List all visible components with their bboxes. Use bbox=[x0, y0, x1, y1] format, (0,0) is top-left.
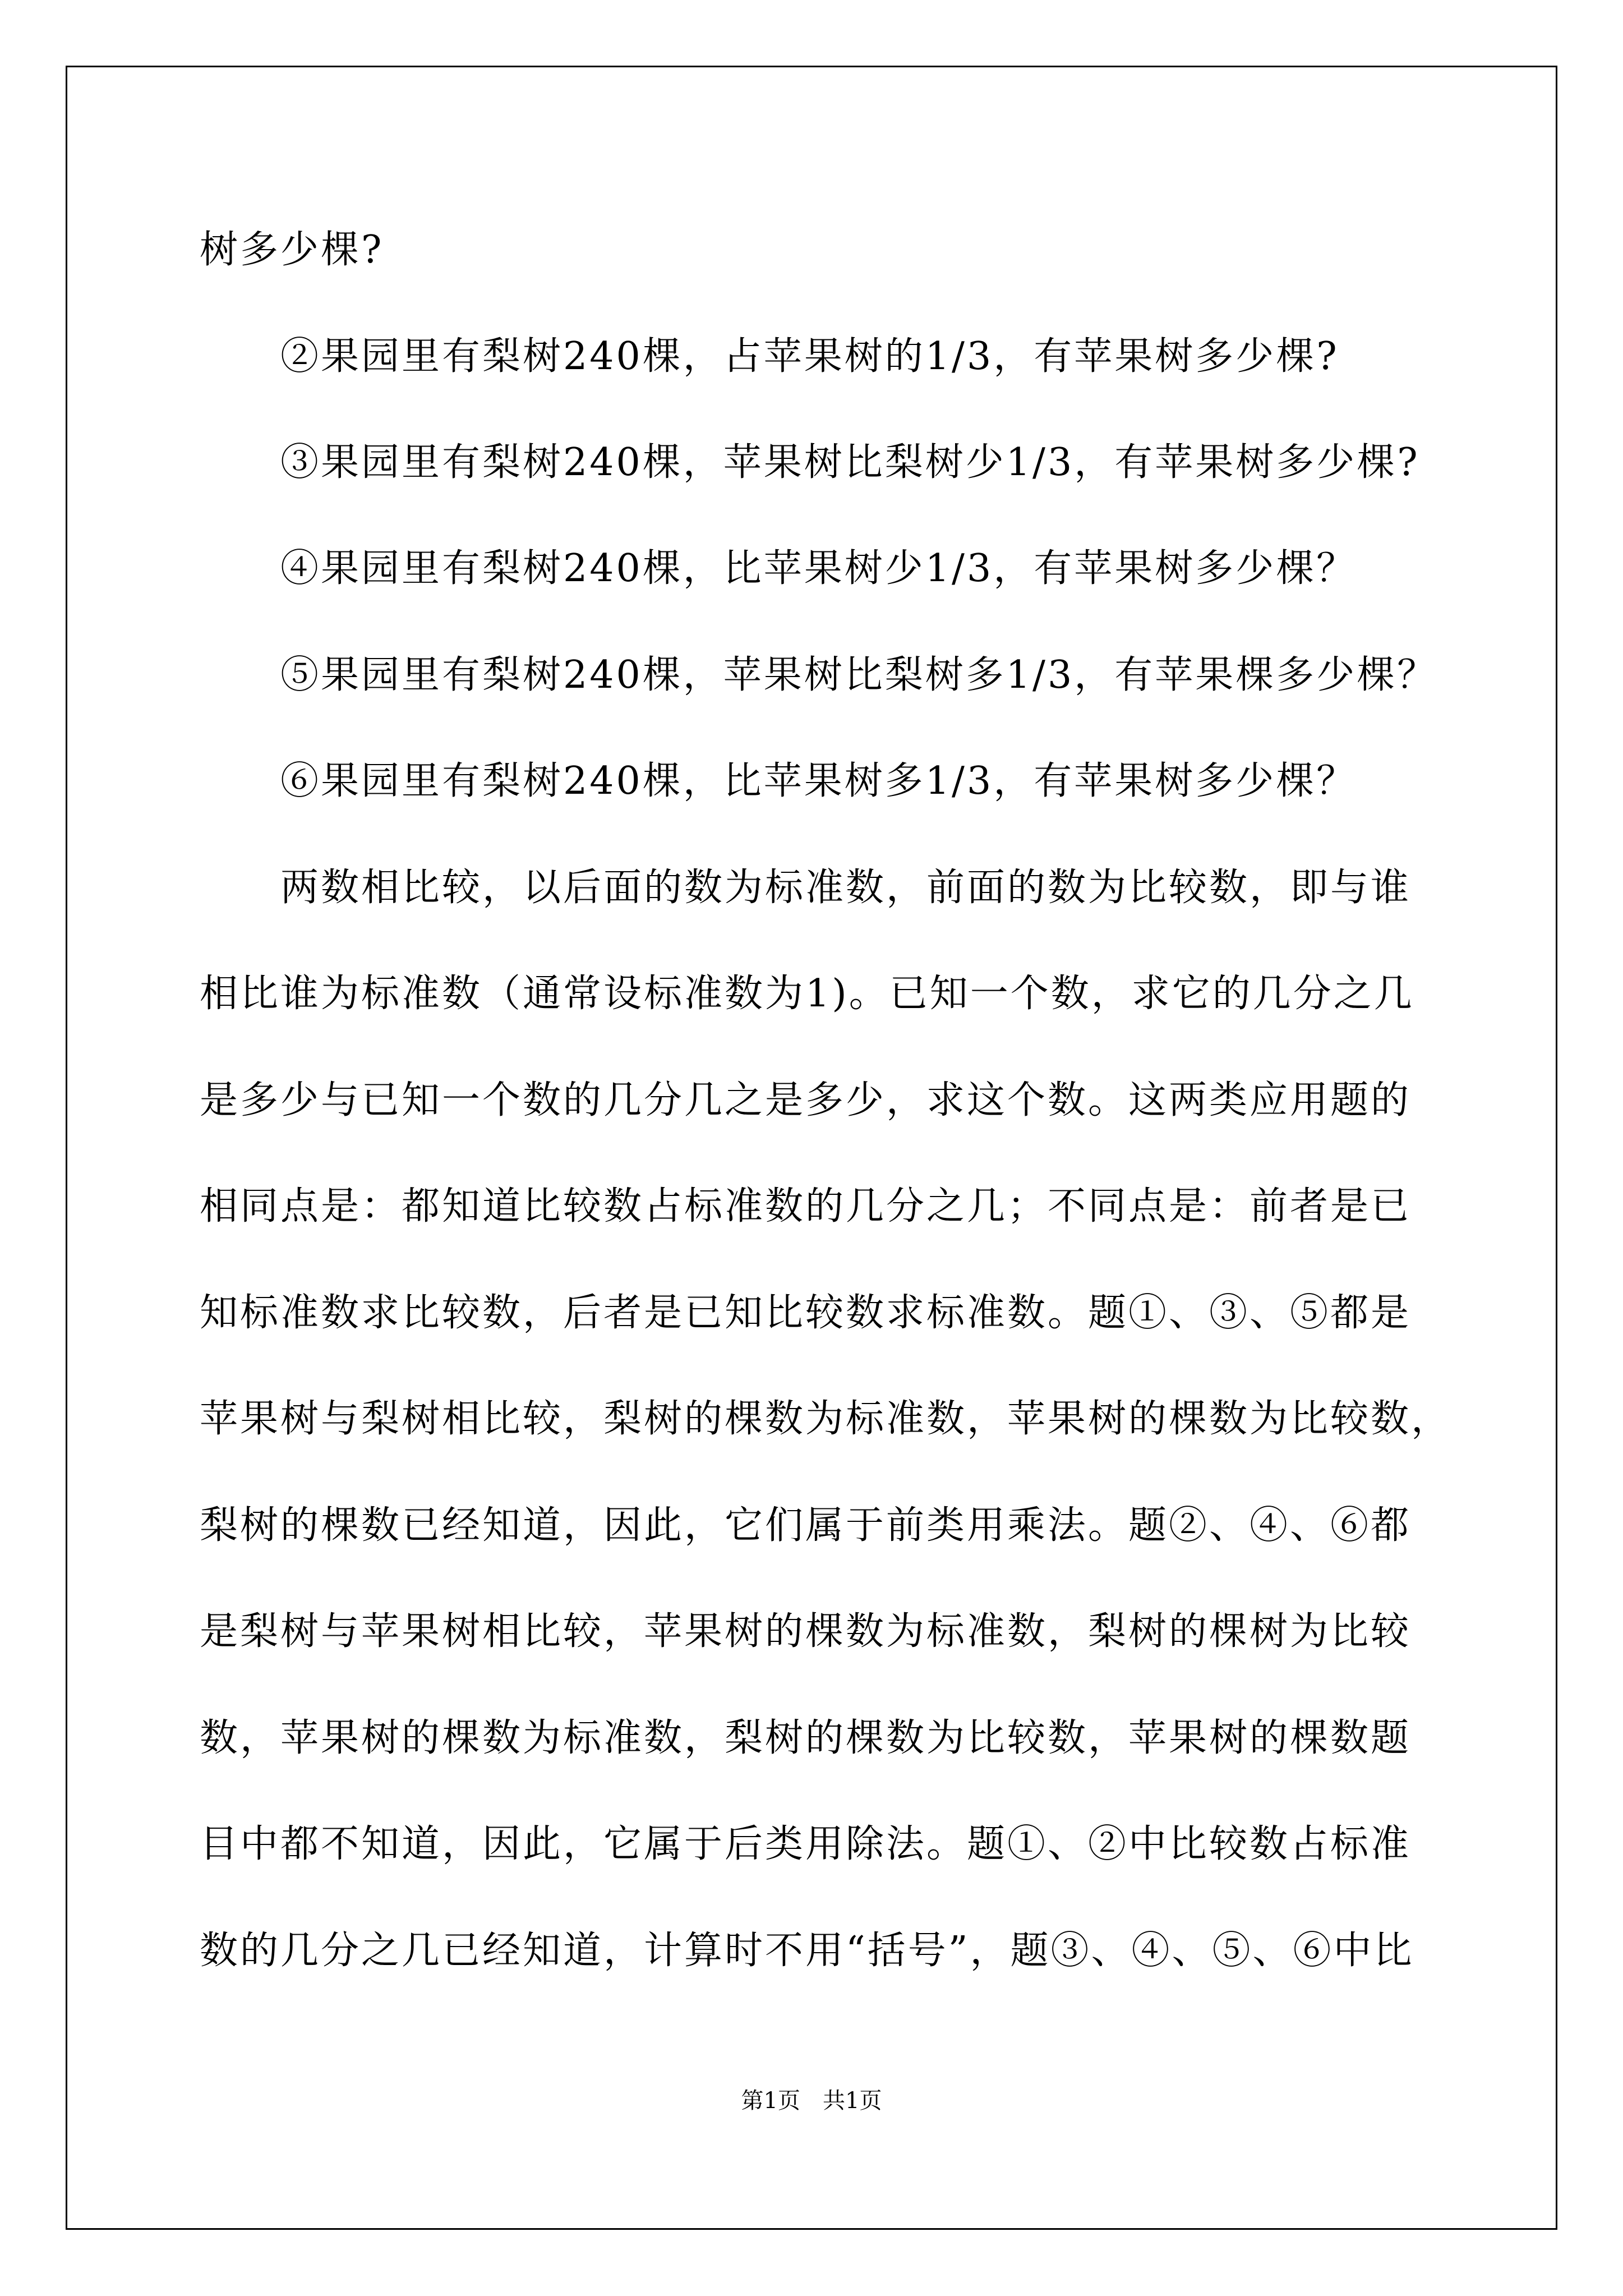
text-line: 是多少与已知一个数的几分几之是多少，求这个数。这两类应用题的 bbox=[200, 1078, 1412, 1122]
text-line: 苹果树与梨树相比较，梨树的棵数为标准数，苹果树的棵数为比较数， bbox=[200, 1397, 1452, 1441]
text-line: ④果园里有梨树240棵，比苹果树少1/3，有苹果树多少棵？ bbox=[200, 546, 1357, 591]
text-line: 相同点是：都知道比较数占标准数的几分之几；不同点是：前者是已 bbox=[200, 1184, 1412, 1228]
text-line: 相比谁为标准数（通常设标准数为1)。已知一个数，求它的几分之几 bbox=[200, 972, 1414, 1016]
text-line: 数，苹果树的棵数为标准数，梨树的棵数为比较数，苹果树的棵数题 bbox=[200, 1716, 1412, 1760]
text-line: 数的几分之几已经知道，计算时不用“括号”，题③、④、⑤、⑥中比 bbox=[200, 1929, 1414, 1973]
text-line: ③果园里有梨树240棵，苹果树比梨树少1/3，有苹果树多少棵? bbox=[200, 440, 1420, 485]
text-line: 两数相比较，以后面的数为标准数，前面的数为比较数，即与谁 bbox=[200, 866, 1412, 910]
text-line: ⑥果园里有梨树240棵，比苹果树多1/3，有苹果树多少棵？ bbox=[200, 759, 1357, 803]
text-line: 树多少棵? bbox=[200, 228, 384, 272]
page-border bbox=[66, 66, 1557, 2230]
text-line: 是梨树与苹果树相比较，苹果树的棵数为标准数，梨树的棵树为比较 bbox=[200, 1609, 1412, 1654]
text-line: 目中都不知道，因此，它属于后类用除法。题①、②中比较数占标准 bbox=[200, 1822, 1412, 1866]
text-line: 知标准数求比较数，后者是已知比较数求标准数。题①、③、⑤都是 bbox=[200, 1291, 1412, 1335]
page-footer: 第1页 共1页 bbox=[741, 2088, 882, 2114]
text-line: ⑤果园里有梨树240棵，苹果树比梨树多1/3，有苹果棵多少棵？ bbox=[200, 653, 1438, 697]
text-line: ②果园里有梨树240棵，占苹果树的1/3，有苹果树多少棵? bbox=[200, 334, 1339, 379]
text-line: 梨树的棵数已经知道，因此，它们属于前类用乘法。题②、④、⑥都 bbox=[200, 1503, 1412, 1548]
